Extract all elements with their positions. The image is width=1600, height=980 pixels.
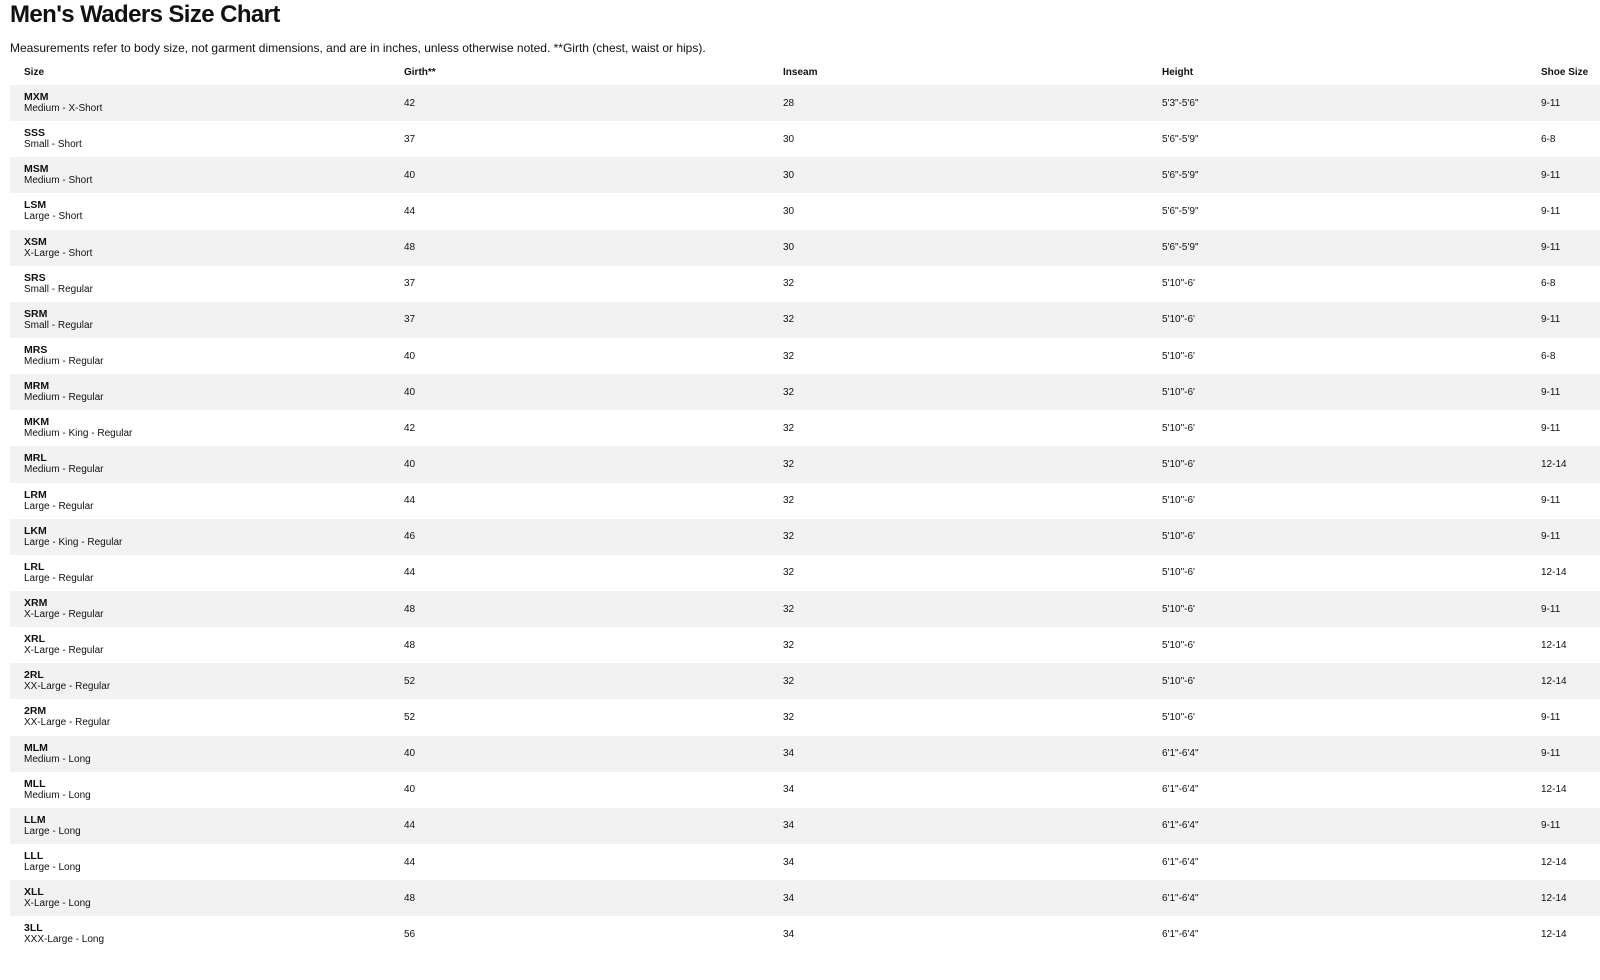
cell-girth: 48 [404, 639, 416, 651]
cell-size [10, 446, 390, 482]
cell-girth: 40 [404, 748, 416, 760]
cell-height: 5'10"-6' [1162, 711, 1195, 723]
cell-size [10, 663, 390, 699]
size-code: MRM [24, 380, 50, 393]
cell-shoe-size: 9-11 [1541, 748, 1561, 760]
size-description: Medium - Regular [24, 356, 104, 368]
cell-shoe-size: 6-8 [1541, 133, 1556, 145]
size-description: Large - King - Regular [24, 536, 123, 548]
cell-shoe-size: 12-14 [1541, 784, 1567, 796]
cell-height: 5'10"-6' [1162, 278, 1195, 290]
size-code: LSM [24, 199, 47, 212]
size-description: Large - Long [24, 825, 81, 837]
size-description: Small - Regular [24, 283, 93, 295]
cell-shoe-size: 9-11 [1541, 205, 1561, 217]
size-code: SRM [24, 307, 48, 320]
size-code: XRM [24, 597, 48, 610]
cell-inseam: 32 [783, 422, 795, 434]
size-code: XLL [24, 886, 44, 899]
cell-girth: 44 [404, 205, 416, 217]
cell-height: 5'10"-6' [1162, 495, 1195, 507]
cell-height: 5'10"-6' [1162, 422, 1195, 434]
size-description: Medium - Short [24, 175, 93, 187]
cell-inseam: 32 [783, 386, 795, 398]
cell-size [10, 844, 390, 880]
table-row [10, 519, 1600, 555]
column-header-shoe-size: Shoe Size [1541, 67, 1589, 78]
cell-inseam: 34 [783, 892, 795, 904]
table-row [10, 85, 1600, 121]
cell-height: 6'1"-6'4" [1162, 892, 1199, 904]
size-description: Small - Regular [24, 319, 93, 331]
cell-inseam: 34 [783, 748, 795, 760]
cell-inseam: 32 [783, 639, 795, 651]
cell-inseam: 34 [783, 820, 795, 832]
size-description: Medium - King - Regular [24, 428, 133, 440]
table-row [10, 157, 1600, 193]
cell-inseam: 34 [783, 784, 795, 796]
size-description: Small - Short [24, 139, 82, 151]
cell-size [10, 808, 390, 844]
size-code: XRL [24, 633, 45, 646]
cell-girth: 37 [404, 133, 416, 145]
cell-inseam: 30 [783, 133, 795, 145]
size-code: LRM [24, 488, 47, 501]
cell-girth: 52 [404, 675, 416, 687]
size-description: X-Large - Long [24, 898, 91, 910]
cell-girth: 44 [404, 820, 416, 832]
cell-inseam: 32 [783, 567, 795, 579]
cell-height: 5'10"-6' [1162, 639, 1195, 651]
cell-girth: 48 [404, 892, 416, 904]
size-description: X-Large - Regular [24, 609, 104, 621]
size-description: Medium - Regular [24, 464, 104, 476]
cell-girth: 48 [404, 603, 416, 615]
cell-size [10, 699, 390, 735]
cell-height: 6'1"-6'4" [1162, 748, 1199, 760]
size-description: X-Large - Regular [24, 645, 104, 657]
table-row [10, 374, 1600, 410]
cell-inseam: 32 [783, 350, 795, 362]
cell-size [10, 338, 390, 374]
cell-inseam: 32 [783, 458, 795, 470]
cell-shoe-size: 12-14 [1541, 458, 1567, 470]
cell-inseam: 28 [783, 97, 795, 109]
cell-shoe-size: 9-11 [1541, 531, 1561, 543]
table-row [10, 338, 1600, 374]
cell-size [10, 374, 390, 410]
cell-inseam: 32 [783, 675, 795, 687]
cell-shoe-size: 12-14 [1541, 675, 1567, 687]
cell-size [10, 880, 390, 916]
size-code: LKM [24, 524, 47, 537]
cell-shoe-size: 9-11 [1541, 495, 1561, 507]
table-row [10, 121, 1600, 157]
table-row [10, 446, 1600, 482]
cell-height: 5'6"-5'9" [1162, 169, 1199, 181]
cell-height: 5'10"-6' [1162, 603, 1195, 615]
table-row [10, 302, 1600, 338]
cell-height: 5'10"-6' [1162, 458, 1195, 470]
column-header-inseam: Inseam [783, 67, 818, 78]
size-description: Medium - Long [24, 753, 91, 765]
cell-height: 5'10"-6' [1162, 531, 1195, 543]
cell-height: 5'3"-5'6" [1162, 97, 1199, 109]
cell-girth: 56 [404, 928, 416, 940]
size-code: LLM [24, 813, 46, 826]
table-row [10, 916, 1600, 952]
measurement-note: Measurements refer to body size, not garment dimensions, and are in inches, unless otherwise noted. **Girth (chest, waist or hips). [10, 41, 706, 55]
cell-shoe-size: 12-14 [1541, 567, 1567, 579]
table-row [10, 193, 1600, 229]
cell-girth: 48 [404, 242, 416, 254]
cell-girth: 40 [404, 350, 416, 362]
cell-size [10, 230, 390, 266]
cell-shoe-size: 9-11 [1541, 314, 1561, 326]
column-header-size: Size [24, 67, 45, 78]
table-row [10, 410, 1600, 446]
cell-shoe-size: 9-11 [1541, 97, 1561, 109]
cell-inseam: 32 [783, 711, 795, 723]
cell-girth: 37 [404, 314, 416, 326]
cell-inseam: 30 [783, 242, 795, 254]
cell-height: 6'1"-6'4" [1162, 928, 1199, 940]
size-code: MRS [24, 344, 48, 357]
cell-girth: 40 [404, 169, 416, 181]
cell-size [10, 302, 390, 338]
cell-size [10, 266, 390, 302]
table-body [10, 85, 1600, 952]
table-row [10, 699, 1600, 735]
size-chart-table [10, 60, 1600, 952]
page-title: Men's Waders Size Chart [10, 1, 280, 28]
cell-height: 6'1"-6'4" [1162, 856, 1199, 868]
cell-inseam: 32 [783, 603, 795, 615]
cell-inseam: 32 [783, 314, 795, 326]
size-description: XXX-Large - Long [24, 934, 105, 946]
cell-shoe-size: 9-11 [1541, 820, 1561, 832]
size-code: 2RL [24, 669, 44, 682]
size-code: MRL [24, 452, 47, 465]
size-description: Medium - Regular [24, 392, 104, 404]
table-row [10, 591, 1600, 627]
size-description: XX-Large - Regular [24, 681, 111, 693]
cell-girth: 52 [404, 711, 416, 723]
cell-size [10, 193, 390, 229]
table-row [10, 736, 1600, 772]
size-code: LLL [24, 850, 44, 863]
cell-height: 5'10"-6' [1162, 675, 1195, 687]
cell-girth: 40 [404, 784, 416, 796]
cell-height: 5'6"-5'9" [1162, 242, 1199, 254]
size-code: SRS [24, 271, 46, 284]
cell-girth: 46 [404, 531, 416, 543]
cell-size [10, 157, 390, 193]
size-code: XSM [24, 235, 47, 248]
cell-size [10, 591, 390, 627]
cell-inseam: 32 [783, 531, 795, 543]
cell-inseam: 32 [783, 495, 795, 507]
cell-inseam: 32 [783, 278, 795, 290]
cell-shoe-size: 6-8 [1541, 278, 1556, 290]
cell-size [10, 519, 390, 555]
table-row [10, 808, 1600, 844]
size-code: MXM [24, 91, 49, 104]
cell-shoe-size: 9-11 [1541, 603, 1561, 615]
size-description: Large - Long [24, 862, 81, 874]
cell-inseam: 30 [783, 169, 795, 181]
table-header-row [10, 60, 1600, 85]
cell-girth: 42 [404, 97, 416, 109]
table-row [10, 230, 1600, 266]
table-row [10, 483, 1600, 519]
size-code: 3LL [24, 922, 43, 935]
size-code: SSS [24, 127, 46, 140]
table-row [10, 844, 1600, 880]
cell-girth: 44 [404, 567, 416, 579]
cell-shoe-size: 9-11 [1541, 422, 1561, 434]
size-description: Large - Regular [24, 572, 94, 584]
cell-height: 5'10"-6' [1162, 350, 1195, 362]
cell-height: 5'10"-6' [1162, 567, 1195, 579]
cell-size [10, 410, 390, 446]
cell-girth: 40 [404, 386, 416, 398]
cell-height: 6'1"-6'4" [1162, 820, 1199, 832]
cell-shoe-size: 12-14 [1541, 892, 1567, 904]
column-header-height: Height [1162, 67, 1194, 78]
cell-size [10, 555, 390, 591]
size-description: XX-Large - Regular [24, 717, 111, 729]
cell-girth: 44 [404, 495, 416, 507]
size-code: LRL [24, 560, 45, 573]
cell-size [10, 121, 390, 157]
column-header-girth: Girth** [404, 67, 436, 78]
cell-height: 5'10"-6' [1162, 386, 1195, 398]
cell-shoe-size: 12-14 [1541, 928, 1567, 940]
table-row [10, 266, 1600, 302]
size-description: Large - Short [24, 211, 83, 223]
cell-inseam: 30 [783, 205, 795, 217]
cell-girth: 40 [404, 458, 416, 470]
cell-inseam: 34 [783, 856, 795, 868]
cell-girth: 37 [404, 278, 416, 290]
cell-shoe-size: 9-11 [1541, 242, 1561, 254]
size-code: MKM [24, 416, 50, 429]
cell-inseam: 34 [783, 928, 795, 940]
cell-girth: 42 [404, 422, 416, 434]
table-row [10, 880, 1600, 916]
cell-shoe-size: 12-14 [1541, 639, 1567, 651]
size-description: Medium - Long [24, 789, 91, 801]
size-code: MLL [24, 777, 46, 790]
cell-shoe-size: 9-11 [1541, 711, 1561, 723]
cell-size [10, 85, 390, 121]
cell-size [10, 627, 390, 663]
size-code: 2RM [24, 705, 47, 718]
cell-size [10, 736, 390, 772]
size-description: Large - Regular [24, 500, 94, 512]
cell-size [10, 772, 390, 808]
cell-shoe-size: 12-14 [1541, 856, 1567, 868]
cell-girth: 44 [404, 856, 416, 868]
size-description: Medium - X-Short [24, 103, 103, 115]
cell-height: 5'10"-6' [1162, 314, 1195, 326]
size-code: MLM [24, 741, 48, 754]
table-row [10, 555, 1600, 591]
table-row [10, 772, 1600, 808]
size-code: MSM [24, 163, 49, 176]
table-row [10, 663, 1600, 699]
cell-height: 6'1"-6'4" [1162, 784, 1199, 796]
cell-shoe-size: 9-11 [1541, 386, 1561, 398]
cell-height: 5'6"-5'9" [1162, 133, 1199, 145]
table-row [10, 627, 1600, 663]
cell-size [10, 916, 390, 952]
cell-shoe-size: 9-11 [1541, 169, 1561, 181]
size-description: X-Large - Short [24, 247, 93, 259]
cell-height: 5'6"-5'9" [1162, 205, 1199, 217]
cell-shoe-size: 6-8 [1541, 350, 1556, 362]
cell-size [10, 483, 390, 519]
